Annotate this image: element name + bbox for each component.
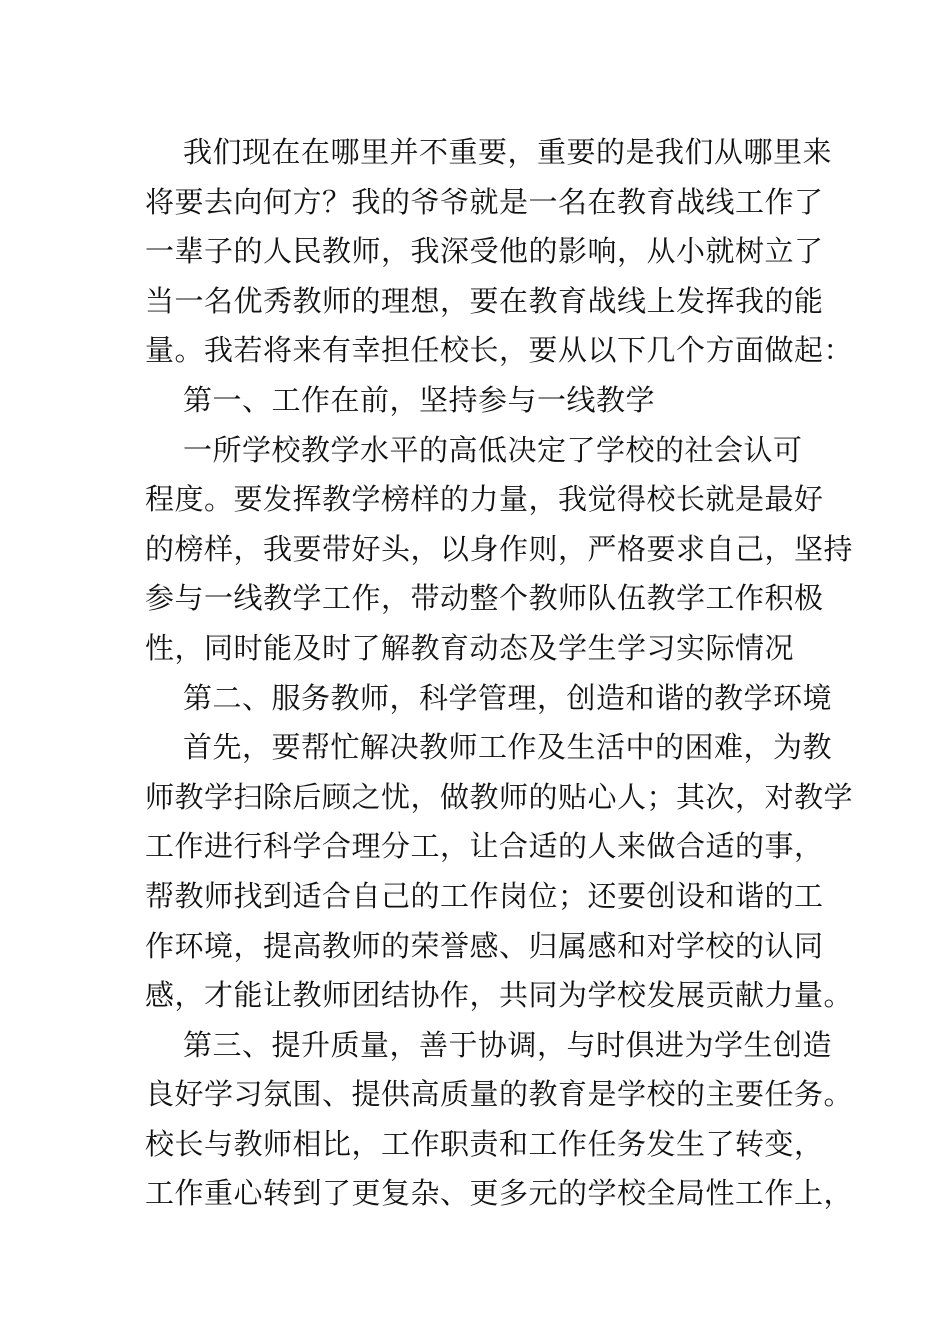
text-line: 一所学校教学水平的高低决定了学校的社会认可 bbox=[183, 432, 803, 467]
text-line: 性，同时能及时了解教育动态及学生学习实际情况 bbox=[145, 630, 795, 665]
text-line: 师教学扫除后顾之忧，做教师的贴心人；其次，对教学 bbox=[145, 779, 854, 814]
text-line: 工作进行科学合理分工，让合适的人来做合适的事， bbox=[145, 829, 824, 864]
section-heading-1: 第一、工作在前，坚持参与一线教学 bbox=[183, 382, 656, 417]
text-line: 良好学习氛围、提供高质量的教育是学校的主要任务。 bbox=[145, 1077, 854, 1112]
text-line: 作环境，提高教师的荣誉感、归属感和对学校的认同 bbox=[145, 928, 824, 963]
text-line: 工作重心转到了更复杂、更多元的学校全局性工作上， bbox=[145, 1176, 854, 1211]
text-line: 首先，要帮忙解决教师工作及生活中的困难，为教 bbox=[183, 730, 833, 765]
text-line: 感，才能让教师团结协作，共同为学校发展贡献力量。 bbox=[145, 978, 854, 1013]
section-heading-2: 第二、服务教师，科学管理，创造和谐的教学环境 bbox=[183, 680, 833, 715]
text-line: 一辈子的人民教师，我深受他的影响，从小就树立了 bbox=[145, 234, 824, 269]
text-line: 量。我若将来有幸担任校长，要从以下几个方面做起： bbox=[145, 333, 854, 368]
text-line: 帮教师找到适合自己的工作岗位；还要创设和谐的工 bbox=[145, 878, 824, 913]
text-line: 将要去向何方？我的爷爷就是一名在教育战线工作了 bbox=[145, 184, 824, 219]
text-line: 我们现在在哪里并不重要，重要的是我们从哪里来 bbox=[183, 135, 833, 169]
text-line: 的榜样，我要带好头，以身作则，严格要求自己，坚持 bbox=[145, 531, 854, 566]
text-line: 校长与教师相比，工作职责和工作任务发生了转变， bbox=[145, 1126, 824, 1161]
text-line: 当一名优秀教师的理想，要在教育战线上发挥我的能 bbox=[145, 283, 824, 318]
document-body bbox=[145, 128, 854, 1219]
section-heading-3: 第三、提升质量，善于协调，与时俱进为学生创造 bbox=[183, 1027, 833, 1062]
text-line: 程度。要发挥教学榜样的力量，我觉得校长就是最好 bbox=[145, 482, 824, 517]
text-line: 参与一线教学工作，带动整个教师队伍教学工作积极 bbox=[145, 581, 824, 616]
